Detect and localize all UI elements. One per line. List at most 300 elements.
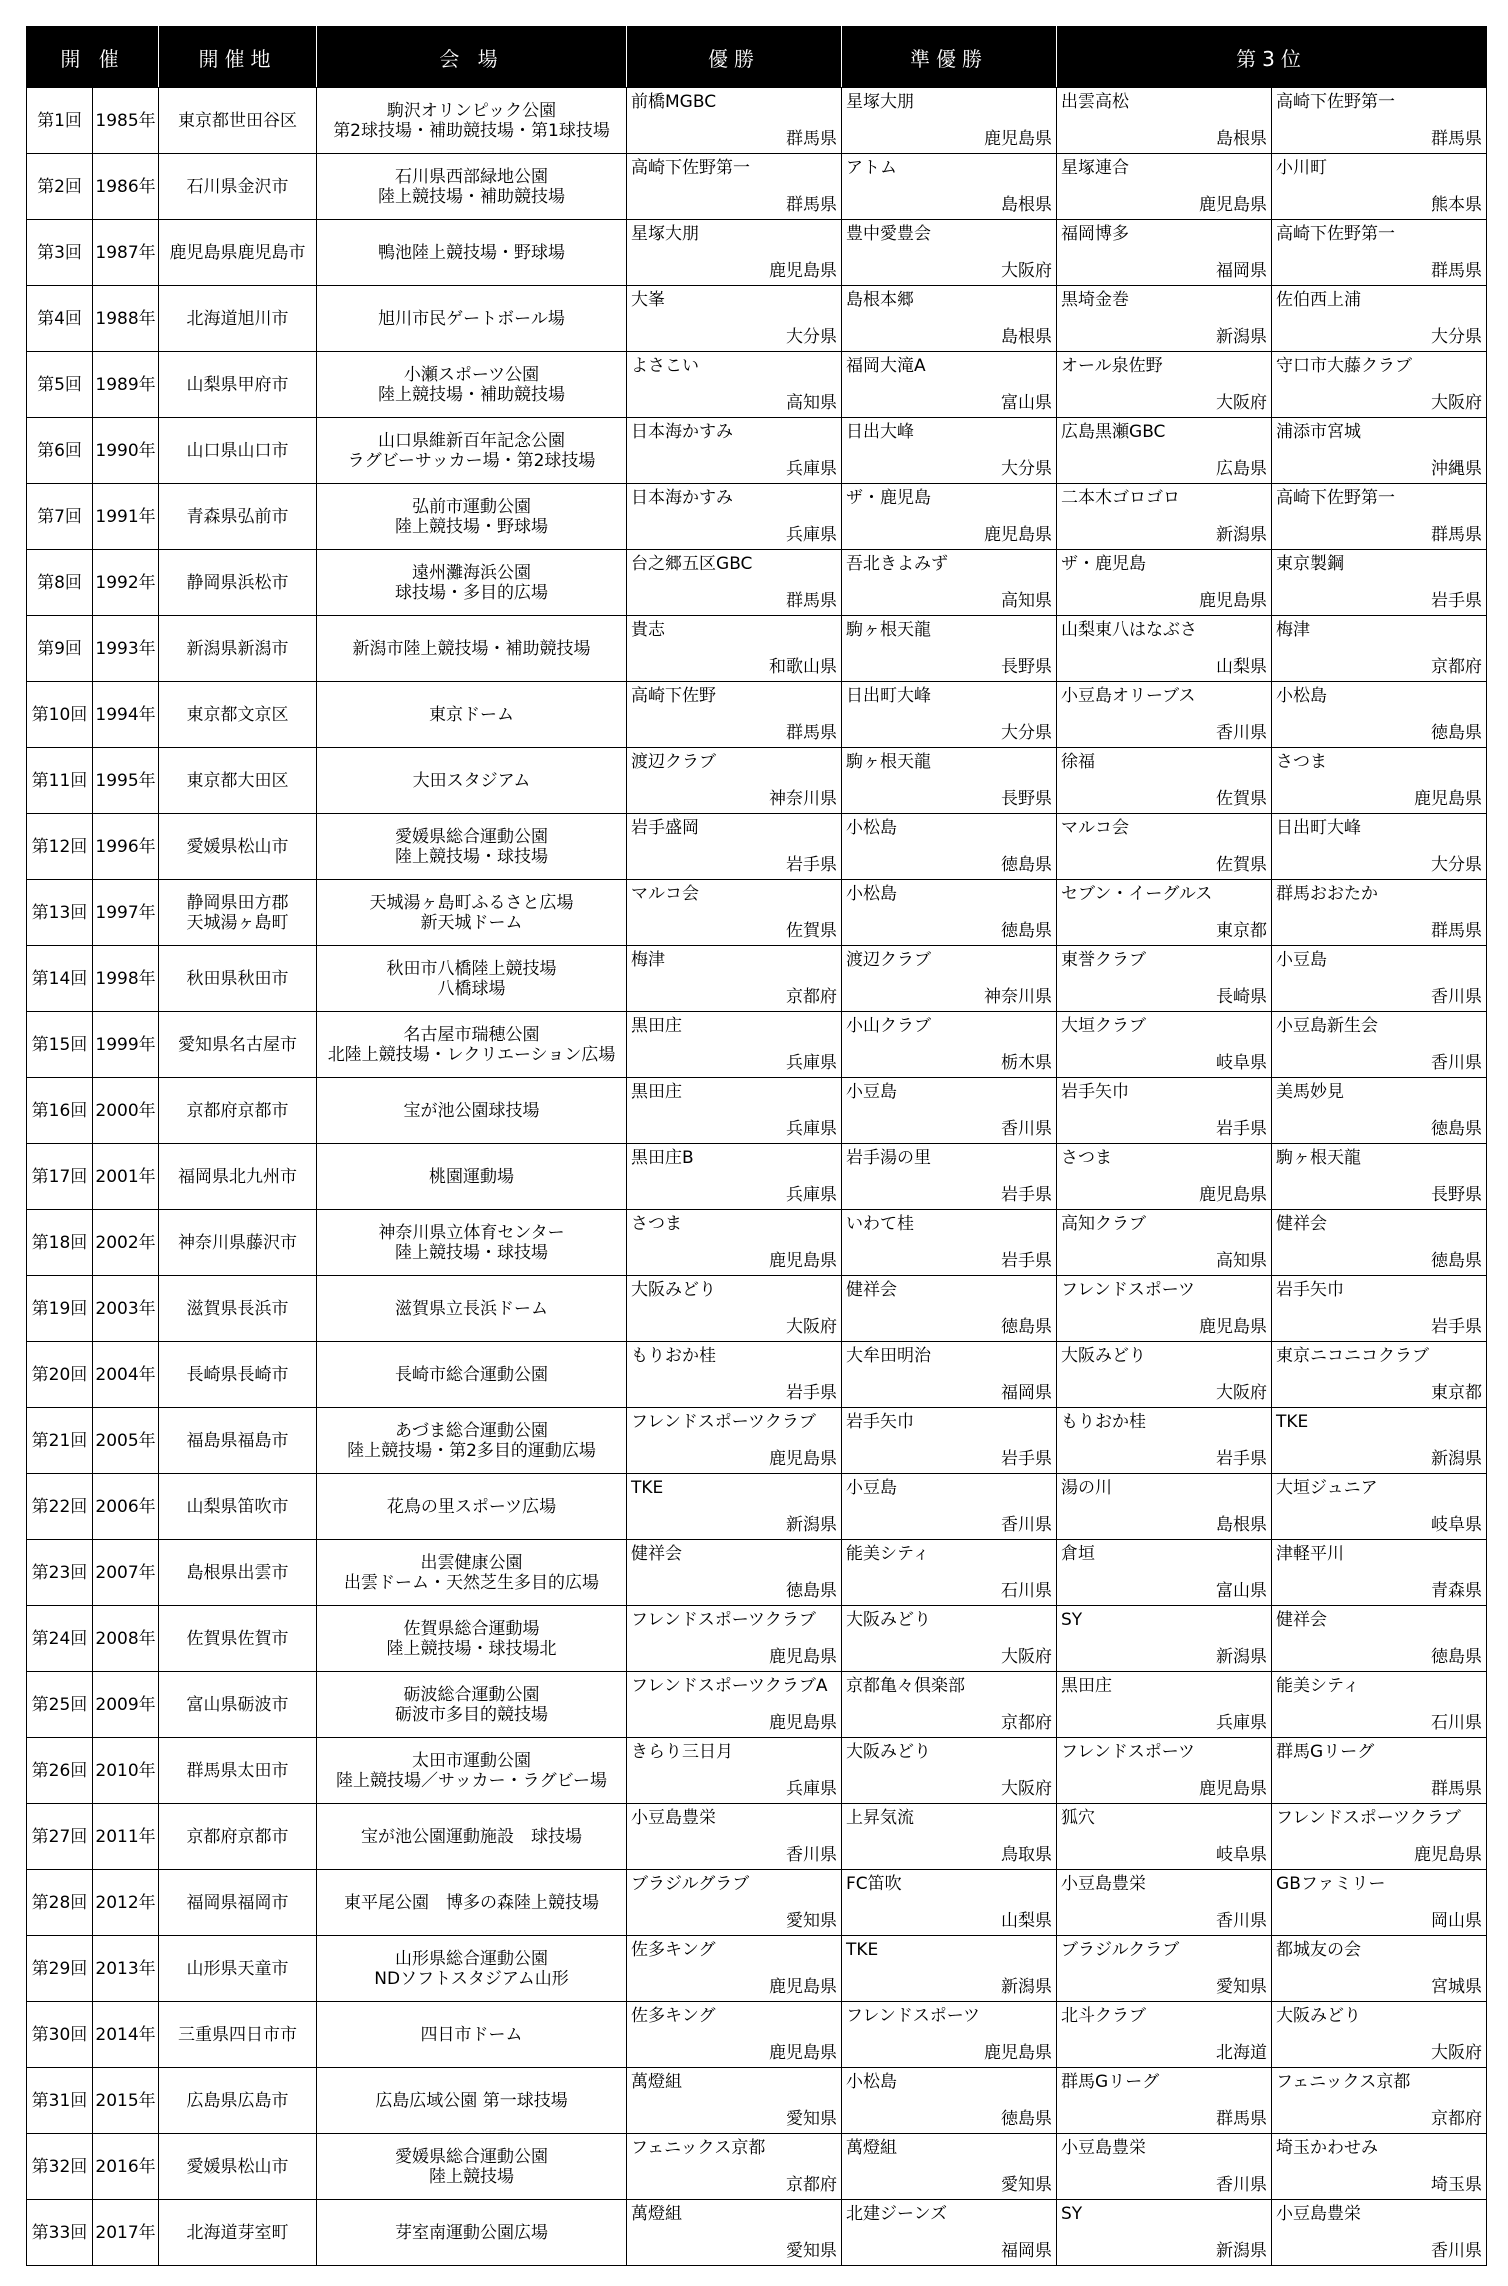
team-prefecture: 鹿児島県 [1199,195,1268,215]
team-prefecture: 福岡県 [1001,2241,1053,2261]
team-name: 黒田庄B [631,1148,694,1168]
team-name: 浦添市宮城 [1276,422,1362,442]
team-name: TKE [1276,1412,1309,1432]
table-row [27,880,1487,946]
edition-cell: 第18回 [27,1210,93,1276]
team-name: SY [1061,1610,1083,1630]
team-name: 梅津 [631,950,666,970]
team-prefecture: 岩手県 [1001,1449,1053,1469]
team-name: 健祥会 [1276,1214,1328,1234]
table-row [27,682,1487,748]
edition-cell: 第25回 [27,1672,93,1738]
winner-cell [627,2068,842,2134]
runner-up-cell [842,1408,1057,1474]
venue-cell: 大田スタジアム [317,748,627,814]
team-name: 岩手湯の里 [846,1148,932,1168]
team-prefecture: 高知県 [1216,1251,1268,1271]
winner-cell [627,2002,842,2068]
host-city-cell: 群馬県太田市 [159,1738,317,1804]
team-prefecture: 香川県 [1431,1053,1483,1073]
team-name: 大阪みどり [846,1610,932,1630]
team-name: セブン・イーグルス [1061,884,1213,904]
team-name: 高崎下佐野第一 [1276,224,1396,244]
team-name: 北建ジーンズ [846,2204,948,2224]
team-prefecture: 群馬県 [1216,2109,1268,2129]
edition-cell: 第22回 [27,1474,93,1540]
team-prefecture: 鹿児島県 [769,1713,838,1733]
team-name: 佐伯西上浦 [1276,290,1362,310]
venue-cell: 広島広域公園 第一球技場 [317,2068,627,2134]
venue-cell: 長崎市総合運動公園 [317,1342,627,1408]
team-prefecture: 徳島県 [1431,723,1483,743]
team-prefecture: 石川県 [1001,1581,1053,1601]
year-cell: 1987年 [93,220,159,286]
edition-cell: 第27回 [27,1804,93,1870]
team-prefecture: 富山県 [1001,393,1053,413]
venue-cell: 遠州灘海浜公園 球技場・多目的広場 [317,550,627,616]
venue-cell: 宝が池公園球技場 [317,1078,627,1144]
team-name: 日本海かすみ [631,422,734,442]
third-place-cell [1057,2002,1272,2068]
runner-up-cell [842,814,1057,880]
team-name: 大牟田明治 [846,1346,932,1366]
winner-cell [627,682,842,748]
third-place-cell [1272,946,1487,1012]
table-row [27,1408,1487,1474]
team-prefecture: 新潟県 [1216,327,1268,347]
table-row [27,1738,1487,1804]
team-name: さつま [631,1214,683,1234]
team-prefecture: 宮城県 [1431,1977,1483,1997]
team-prefecture: 徳島県 [1431,1647,1483,1667]
team-name: 高崎下佐野第一 [1276,92,1396,112]
team-name: 星塚大朋 [631,224,700,244]
winner-cell [627,1672,842,1738]
edition-cell: 第30回 [27,2002,93,2068]
team-name: 吾北きよみず [846,554,949,574]
team-name: ブラジルグラブ [631,1874,750,1894]
team-prefecture: 長崎県 [1216,987,1268,1007]
year-cell: 2010年 [93,1738,159,1804]
host-city-cell: 山口県山口市 [159,418,317,484]
third-place-cell [1057,748,1272,814]
winner-cell [627,880,842,946]
team-name: フレンドスポーツ [1061,1742,1196,1762]
team-name: 大垣クラブ [1061,1016,1147,1036]
team-name: 高崎下佐野 [631,686,717,706]
team-name: 貴志 [631,620,666,640]
team-prefecture: 佐賀県 [786,921,838,941]
year-cell: 2015年 [93,2068,159,2134]
team-prefecture: 鹿児島県 [769,1647,838,1667]
team-name: 健祥会 [1276,1610,1328,1630]
winner-cell [627,1474,842,1540]
team-name: フレンドスポーツ [846,2006,981,2026]
third-place-cell [1272,1276,1487,1342]
team-prefecture: 徳島県 [1001,855,1053,875]
team-name: 黒田庄 [631,1016,683,1036]
team-name: 佐多キング [631,1940,716,1960]
winner-cell [627,1210,842,1276]
third-place-cell [1272,1474,1487,1540]
year-cell: 2011年 [93,1804,159,1870]
edition-cell: 第16回 [27,1078,93,1144]
team-prefecture: 兵庫県 [786,525,838,545]
team-prefecture: 岩手県 [1001,1185,1053,1205]
team-prefecture: 鳥取県 [1001,1845,1053,1865]
table-row [27,220,1487,286]
team-name: フレンドスポーツ [1061,1280,1196,1300]
host-city-cell: 福島県福島市 [159,1408,317,1474]
host-city-cell: 福岡県北九州市 [159,1144,317,1210]
team-name: ザ・鹿児島 [1061,554,1147,574]
third-place-cell [1272,550,1487,616]
team-name: 小豆島豊栄 [1061,1874,1147,1894]
year-cell: 2012年 [93,1870,159,1936]
team-prefecture: 長野県 [1001,789,1053,809]
edition-cell: 第15回 [27,1012,93,1078]
host-city-cell: 三重県四日市市 [159,2002,317,2068]
team-prefecture: 群馬県 [1431,1779,1483,1799]
winner-cell [627,418,842,484]
team-name: 群馬おおたか [1276,884,1379,904]
edition-cell: 第6回 [27,418,93,484]
edition-cell: 第21回 [27,1408,93,1474]
team-prefecture: 岩手県 [1216,1119,1268,1139]
team-prefecture: 大分県 [1001,459,1053,479]
runner-up-cell [842,2068,1057,2134]
team-name: 小豆島豊栄 [631,1808,717,1828]
tournament-results-table [26,26,1487,2266]
table-row [27,550,1487,616]
edition-cell: 第10回 [27,682,93,748]
third-place-cell [1272,880,1487,946]
runner-up-cell [842,154,1057,220]
team-prefecture: 岩手県 [786,855,838,875]
edition-cell: 第33回 [27,2200,93,2266]
venue-cell: 愛媛県総合運動公園 陸上競技場 [317,2134,627,2200]
team-name: 小豆島新生会 [1276,1016,1379,1036]
third-place-cell [1057,2200,1272,2266]
third-place-cell [1272,1078,1487,1144]
third-place-cell [1057,1540,1272,1606]
host-city-cell: 京都府京都市 [159,1078,317,1144]
team-name: 福岡博多 [1061,224,1130,244]
host-city-cell: 北海道旭川市 [159,286,317,352]
venue-cell: 天城湯ヶ島町ふるさと広場 新天城ドーム [317,880,627,946]
team-name: 大峯 [631,290,666,310]
team-name: 埼玉かわせみ [1276,2138,1379,2158]
winner-cell [627,220,842,286]
results-body [27,88,1487,2266]
venue-cell: 宝が池公園運動施設 球技場 [317,1804,627,1870]
runner-up-cell [842,1606,1057,1672]
header-kaijo: 会 場 [317,27,627,88]
host-city-cell: 広島県広島市 [159,2068,317,2134]
venue-cell: 旭川市民ゲートボール場 [317,286,627,352]
runner-up-cell [842,682,1057,748]
year-cell: 2007年 [93,1540,159,1606]
team-prefecture: 香川県 [786,1845,838,1865]
team-name: 萬燈組 [631,2072,683,2092]
team-prefecture: 富山県 [1216,1581,1268,1601]
year-cell: 2005年 [93,1408,159,1474]
year-cell: 2009年 [93,1672,159,1738]
winner-cell [627,946,842,1012]
third-place-cell [1057,1012,1272,1078]
venue-cell: 砺波総合運動公園 砺波市多目的競技場 [317,1672,627,1738]
winner-cell [627,154,842,220]
team-prefecture: 大阪府 [1431,2043,1483,2063]
team-name: 前橋MGBC [631,92,717,112]
venue-cell: 秋田市八橋陸上競技場 八橋球場 [317,946,627,1012]
edition-cell: 第20回 [27,1342,93,1408]
team-prefecture: 岩手県 [1216,1449,1268,1469]
table-row [27,154,1487,220]
team-prefecture: 徳島県 [1001,921,1053,941]
host-city-cell: 愛知県名古屋市 [159,1012,317,1078]
third-place-cell [1057,1474,1272,1540]
table-row [27,484,1487,550]
team-name: 日出町大峰 [1276,818,1362,838]
team-name: 小松島 [846,2072,898,2092]
team-prefecture: 新潟県 [1001,1977,1053,1997]
winner-cell [627,814,842,880]
team-name: オール泉佐野 [1061,356,1163,376]
third-place-cell [1057,1078,1272,1144]
runner-up-cell [842,286,1057,352]
team-prefecture: 埼玉県 [1431,2175,1483,2195]
team-name: 小豆島 [1276,950,1328,970]
team-prefecture: 群馬県 [1431,129,1483,149]
third-place-cell [1057,352,1272,418]
team-prefecture: 愛知県 [786,2109,838,2129]
team-name: ザ・鹿児島 [846,488,932,508]
team-prefecture: 群馬県 [786,591,838,611]
year-cell: 1990年 [93,418,159,484]
host-city-cell: 山梨県笛吹市 [159,1474,317,1540]
team-prefecture: 香川県 [1001,1515,1053,1535]
third-place-cell [1272,1672,1487,1738]
team-prefecture: 大阪府 [1216,1383,1268,1403]
host-city-cell: 愛媛県松山市 [159,2134,317,2200]
year-cell: 2013年 [93,1936,159,2002]
year-cell: 2008年 [93,1606,159,1672]
edition-cell: 第24回 [27,1606,93,1672]
venue-cell: 滋賀県立長浜ドーム [317,1276,627,1342]
third-place-cell [1272,1870,1487,1936]
team-prefecture: 新潟県 [1216,2241,1268,2261]
runner-up-cell [842,946,1057,1012]
table-row [27,946,1487,1012]
host-city-cell: 長崎県長崎市 [159,1342,317,1408]
winner-cell [627,2134,842,2200]
third-place-cell [1057,1408,1272,1474]
third-place-cell [1272,1936,1487,2002]
team-name: 小豆島 [846,1478,898,1498]
winner-cell [627,1144,842,1210]
venue-cell: 名古屋市瑞穂公園 北陸上競技場・レクリエーション広場 [317,1012,627,1078]
team-name: 大阪みどり [631,1280,717,1300]
team-prefecture: 佐賀県 [1216,855,1268,875]
runner-up-cell [842,1342,1057,1408]
team-name: 広島黒瀬GBC [1061,422,1166,442]
team-name: さつま [1276,752,1328,772]
year-cell: 1988年 [93,286,159,352]
team-name: 駒ヶ根天龍 [1276,1148,1362,1168]
host-city-cell: 東京都文京区 [159,682,317,748]
header-kaisai: 開 催 [27,27,159,88]
venue-cell: 弘前市運動公園 陸上競技場・野球場 [317,484,627,550]
team-prefecture: 愛知県 [1216,1977,1268,1997]
winner-cell [627,748,842,814]
team-name: フレンドスポーツクラブ [631,1412,816,1432]
team-name: TKE [846,1940,879,1960]
team-prefecture: 大阪府 [1001,1647,1053,1667]
year-cell: 2000年 [93,1078,159,1144]
third-place-cell [1272,748,1487,814]
team-prefecture: 徳島県 [1001,1317,1053,1337]
third-place-cell [1272,88,1487,154]
year-cell: 2017年 [93,2200,159,2266]
third-place-cell [1057,1606,1272,1672]
team-prefecture: 兵庫県 [1216,1713,1268,1733]
year-cell: 2003年 [93,1276,159,1342]
edition-cell: 第1回 [27,88,93,154]
table-row [27,1144,1487,1210]
winner-cell [627,484,842,550]
year-cell: 1997年 [93,880,159,946]
edition-cell: 第8回 [27,550,93,616]
team-name: 健祥会 [846,1280,898,1300]
host-city-cell: 山形県天童市 [159,1936,317,2002]
table-row [27,2200,1487,2266]
team-name: マルコ会 [631,884,700,904]
year-cell: 1999年 [93,1012,159,1078]
team-name: 守口市大藤クラブ [1276,356,1413,376]
team-prefecture: 香川県 [1001,1119,1053,1139]
winner-cell [627,1540,842,1606]
winner-cell [627,1606,842,1672]
table-row [27,1210,1487,1276]
team-prefecture: 岩手県 [786,1383,838,1403]
third-place-cell [1057,154,1272,220]
team-name: 岩手矢巾 [1061,1082,1130,1102]
team-name: 美馬妙見 [1276,1082,1345,1102]
team-name: よさこい [631,356,700,376]
host-city-cell: 滋賀県長浜市 [159,1276,317,1342]
runner-up-cell [842,1012,1057,1078]
team-name: 高知クラブ [1061,1214,1147,1234]
runner-up-cell [842,484,1057,550]
year-cell: 1993年 [93,616,159,682]
team-prefecture: 大分県 [1001,723,1053,743]
team-prefecture: 兵庫県 [786,459,838,479]
table-row [27,1870,1487,1936]
team-prefecture: 鹿児島県 [769,1251,838,1271]
venue-cell: 東京ドーム [317,682,627,748]
team-prefecture: 長野県 [1001,657,1053,677]
team-name: 小松島 [1276,686,1328,706]
third-place-cell [1057,1804,1272,1870]
table-row [27,748,1487,814]
third-place-cell [1272,1012,1487,1078]
team-prefecture: 岩手県 [1431,1317,1483,1337]
team-name: 台之郷五区GBC [631,554,753,574]
team-prefecture: 兵庫県 [786,1779,838,1799]
third-place-cell [1272,220,1487,286]
team-name: 小川町 [1276,158,1328,178]
third-place-cell [1057,286,1272,352]
team-name: フェニックス京都 [631,2138,766,2158]
team-name: 小松島 [846,818,898,838]
year-cell: 1996年 [93,814,159,880]
host-city-cell: 鹿児島県鹿児島市 [159,220,317,286]
team-name: ブラジルクラブ [1061,1940,1180,1960]
runner-up-cell [842,1474,1057,1540]
team-prefecture: 鹿児島県 [769,2043,838,2063]
team-prefecture: 岩手県 [1001,1251,1053,1271]
third-place-cell [1057,1342,1272,1408]
team-prefecture: 大分県 [1431,855,1483,875]
team-prefecture: 愛知県 [1001,2175,1053,2195]
team-name: 日本海かすみ [631,488,734,508]
team-name: 東京ニコニコクラブ [1276,1346,1430,1366]
winner-cell [627,1012,842,1078]
winner-cell [627,1342,842,1408]
team-prefecture: 島根県 [1216,129,1268,149]
team-prefecture: 京都府 [786,987,838,1007]
year-cell: 1998年 [93,946,159,1012]
runner-up-cell [842,1936,1057,2002]
team-prefecture: 鹿児島県 [1199,1317,1268,1337]
venue-cell: 芽室南運動公園広場 [317,2200,627,2266]
table-row [27,352,1487,418]
team-prefecture: 大分県 [786,327,838,347]
team-prefecture: 鹿児島県 [769,1449,838,1469]
runner-up-cell [842,550,1057,616]
year-cell: 2002年 [93,1210,159,1276]
venue-cell: 佐賀県総合運動場 陸上競技場・球技場北 [317,1606,627,1672]
team-prefecture: 群馬県 [1431,921,1483,941]
team-prefecture: 鹿児島県 [984,129,1053,149]
winner-cell [627,1804,842,1870]
host-city-cell: 石川県金沢市 [159,154,317,220]
edition-cell: 第3回 [27,220,93,286]
third-place-cell [1057,682,1272,748]
team-name: アトム [846,158,898,178]
table-row [27,1276,1487,1342]
third-place-cell [1057,880,1272,946]
table-row [27,2134,1487,2200]
host-city-cell: 秋田県秋田市 [159,946,317,1012]
third-place-cell [1057,484,1272,550]
team-prefecture: 岡山県 [1431,1911,1483,1931]
winner-cell [627,352,842,418]
team-name: 津軽平川 [1276,1544,1345,1564]
third-place-cell [1272,1210,1487,1276]
table-row [27,814,1487,880]
runner-up-cell [842,352,1057,418]
team-prefecture: 鹿児島県 [1199,1779,1268,1799]
third-place-cell [1272,682,1487,748]
edition-cell: 第7回 [27,484,93,550]
team-name: 健祥会 [631,1544,683,1564]
team-prefecture: 新潟県 [1216,1647,1268,1667]
edition-cell: 第2回 [27,154,93,220]
team-prefecture: 島根県 [1001,195,1053,215]
third-place-cell [1272,1606,1487,1672]
